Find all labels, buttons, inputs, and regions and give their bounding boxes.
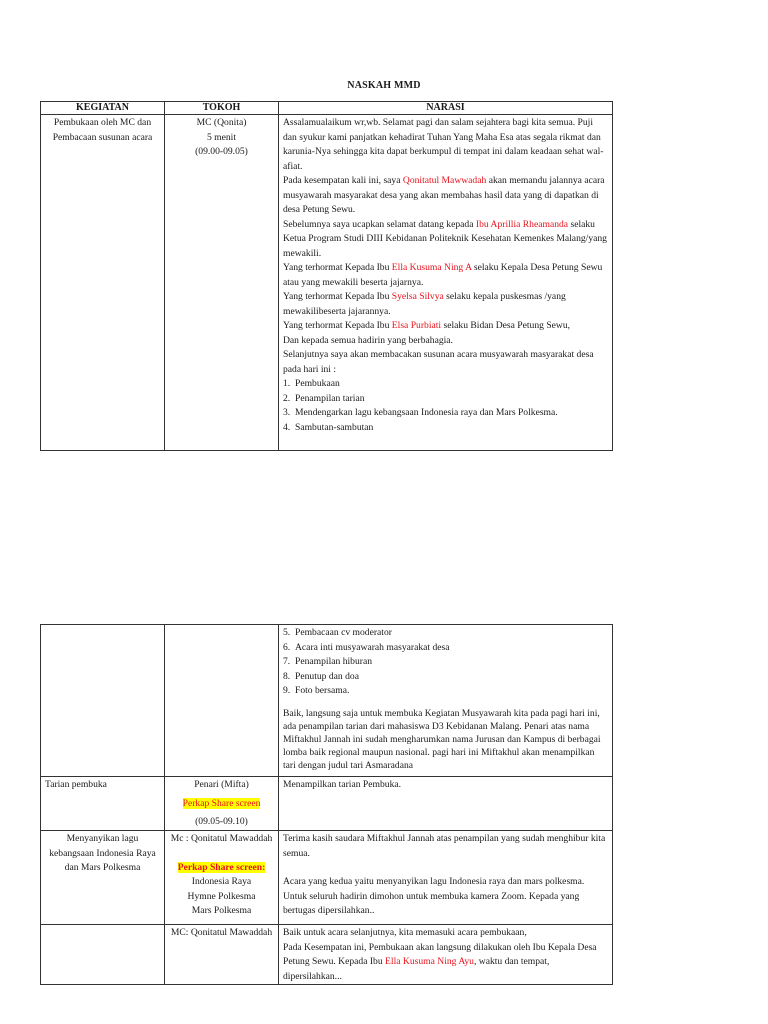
kegiatan-cell: Pembukaan oleh MC dan Pembacaan susunan acara	[41, 115, 165, 451]
table-row	[41, 925, 613, 985]
narasi-paragraph	[283, 174, 608, 218]
list-item: 4. Sambutan-sambutan	[283, 421, 608, 436]
narasi-paragraph	[283, 218, 608, 262]
narasi-text: Yang terhormat Kepada Ibu	[283, 320, 392, 331]
tokoh-name: Mc : Qonitatul Mawaddah	[170, 833, 273, 844]
perkap-share-screen-note: Perkap Share screen	[182, 797, 261, 809]
narasi-text: selaku kepala puskesmas /yang mewakilibeserta jajarannya.	[283, 291, 566, 317]
list-item-text: Mendengarkan lagu kebangsaan Indonesia raya dan Mars Polkesma.	[295, 407, 558, 418]
highlighted-name: Ella Kusuma Ning A	[391, 262, 472, 273]
narasi-paragraph: Assalamualaikum wr,wb. Selamat pagi dan salam sejahtera bagi kita semua. Puji dan syukur kami panjatkan kehadirat Tuhan Yang Maha Esa atas segala rikmat dan karunia-Nya sehingga kita dapat berkumpul di tempat ini dalam keadaan sehat wal-afiat.	[283, 117, 604, 172]
list-number: 7.	[283, 656, 291, 667]
kegiatan-cell	[41, 925, 165, 985]
list-number: 6.	[283, 641, 291, 653]
song-item: Mars Polkesma	[191, 905, 252, 916]
script-table-page-1	[40, 101, 613, 451]
narasi-text: Pada kesempatan kali ini, saya	[283, 175, 403, 186]
tokoh-time: (09.00-09.05)	[195, 146, 248, 157]
narasi-paragraph	[283, 290, 608, 319]
narasi-cell	[279, 625, 613, 777]
table-row	[41, 777, 613, 831]
highlighted-name: Elsa Purbiati	[391, 320, 442, 331]
tokoh-cell	[165, 115, 279, 451]
perkap-share-screen-note: Perkap Share screen:	[177, 861, 266, 873]
narasi-text: Sebelumnya saya ucapkan selamat datang kepada	[283, 218, 476, 230]
narasi-cell	[279, 115, 613, 451]
narasi-text: Yang terhormat Kepada Ibu	[283, 262, 392, 273]
list-item-text: Penutup dan doa	[295, 670, 359, 682]
list-number: 9.	[283, 685, 291, 696]
list-number: 5.	[283, 627, 291, 638]
narasi-paragraph: Acara yang kedua yaitu menyanyikan lagu Indonesia raya dan mars polkesma. Untuk seluruh hadirin dimohon untuk membuka kamera Zoom. Kepada yang bertugas dipersilahkan..	[283, 876, 585, 916]
list-item	[283, 626, 608, 641]
list-item-text: Acara inti musyawarah masyarakat desa	[295, 641, 450, 653]
tokoh-cell	[165, 625, 279, 777]
narasi-text: Yang terhormat Kepada Ibu	[283, 291, 392, 302]
list-item: 2. Penampilan tarian	[283, 392, 608, 407]
narasi-paragraph	[283, 319, 608, 334]
highlighted-name: Ibu Aprillia Rheamanda	[475, 218, 569, 230]
narasi-paragraph: Dan kepada semua hadirin yang berbahagia.	[283, 334, 453, 346]
narasi-text: selaku Kepala Desa Petung Sewu atau yang mewakili beserta jajarnya.	[283, 262, 603, 288]
header-tokoh: TOKOH	[165, 102, 279, 115]
narasi-paragraph: Terima kasih saudara Miftakhul Jannah atas penampilan yang sudah menghibur kita semua.	[283, 833, 606, 859]
agenda-list	[283, 626, 608, 699]
narasi-cell: Menampilkan tarian Pembuka.	[279, 777, 613, 831]
tokoh-cell: MC: Qonitatul Mawaddah	[165, 925, 279, 985]
narasi-paragraph	[283, 261, 608, 290]
kegiatan-cell: Menyanyikan lagu kebangsaan Indonesia Raya dan Mars Polkesma	[41, 831, 165, 925]
list-number: 8.	[283, 670, 291, 682]
tokoh-time: (09.05-09.10)	[195, 816, 248, 827]
narasi-paragraph	[283, 941, 608, 985]
song-item: Indonesia Raya	[191, 876, 252, 887]
highlighted-name: Ella Kusuma Ning Ayu	[385, 956, 474, 967]
narasi-paragraph: Selanjutnya saya akan membacakan susunan acara musyawarah masyarakat desa pada hari ini :	[283, 349, 594, 375]
tokoh-cell	[165, 831, 279, 925]
tokoh-duration: 5 menit	[206, 131, 237, 143]
table-row	[41, 115, 613, 451]
list-item-text: Penampilan tarian	[295, 392, 365, 404]
kegiatan-cell	[41, 625, 165, 777]
agenda-list	[283, 377, 608, 435]
header-kegiatan: KEGIATAN	[41, 102, 165, 115]
narasi-text: Pada Kesempatan ini, Pembukaan akan langsung dilakukan oleh Ibu Kepala Desa Petung Sewu. Kepada Ibu	[283, 941, 597, 967]
tokoh-name: MC (Qonita)	[196, 117, 247, 128]
narasi-cell	[279, 831, 613, 925]
list-item	[283, 655, 608, 670]
narasi-text: selaku Bidan Desa Petung Sewu,	[441, 320, 571, 331]
list-item-text: Pembukaan	[295, 378, 340, 389]
list-item-text: Sambutan-sambutan	[295, 421, 374, 433]
table-row	[41, 625, 613, 777]
song-item: Hymne Polkesma	[187, 890, 256, 902]
list-item: 3. Mendengarkan lagu kebangsaan Indonesia raya dan Mars Polkesma.	[283, 406, 608, 421]
narasi-text: , waktu dan tempat, dipersilahkan...	[283, 956, 550, 982]
list-item	[283, 684, 608, 699]
list-item: 1. Pembukaan	[283, 377, 608, 392]
narasi-text: akan memandu jalannya acara musyawarah masyarakat desa yang akan membahas hasil data yang di dapatkan di desa Petung Sewu.	[283, 175, 605, 215]
document-title: NASKAH MMD	[347, 80, 421, 91]
kegiatan-cell: Tarian pembuka	[41, 777, 165, 831]
narasi-cell	[279, 925, 613, 985]
list-item-text: Foto bersama.	[295, 685, 350, 696]
narasi-paragraph: Baik untuk acara selanjutnya, kita memasuki acara pembukaan,	[283, 927, 527, 938]
highlighted-name: Qonitatul Mawwadah	[402, 175, 487, 186]
table-row	[41, 831, 613, 925]
list-item-text: Penampilan hiburan	[295, 656, 372, 667]
script-table-page-2	[40, 624, 613, 985]
tokoh-cell	[165, 777, 279, 831]
list-item	[283, 670, 608, 685]
highlighted-name: Syelsa Silvya	[391, 291, 444, 302]
tokoh-name: Penari (Mifta)	[194, 779, 249, 790]
header-narasi: NARASI	[279, 102, 613, 115]
list-item	[283, 641, 608, 656]
narasi-paragraph: Baik, langsung saja untuk membuka Kegiatan Musyawarah kita pada pagi hari ini, ada penampilan tarian dari mahasiswa D3 Kebidanan Malang. Penari atas nama Miftakhul Jannah ini sudah mengharumkan nama Jurusan dan Kampus di berbagai lomba baik regional maupun nasional. pagi hari ini Miftakhul akan menampilkan tari dengan judul tari Asmaradana	[283, 707, 601, 771]
list-item-text: Pembacaan cv moderator	[295, 627, 392, 638]
table-header-row	[41, 102, 613, 115]
narasi-text: selaku Ketua Program Studi DIII Kebidanan Politeknik Kesehatan Kemenkes Malang/yang mewakili.	[283, 218, 607, 259]
